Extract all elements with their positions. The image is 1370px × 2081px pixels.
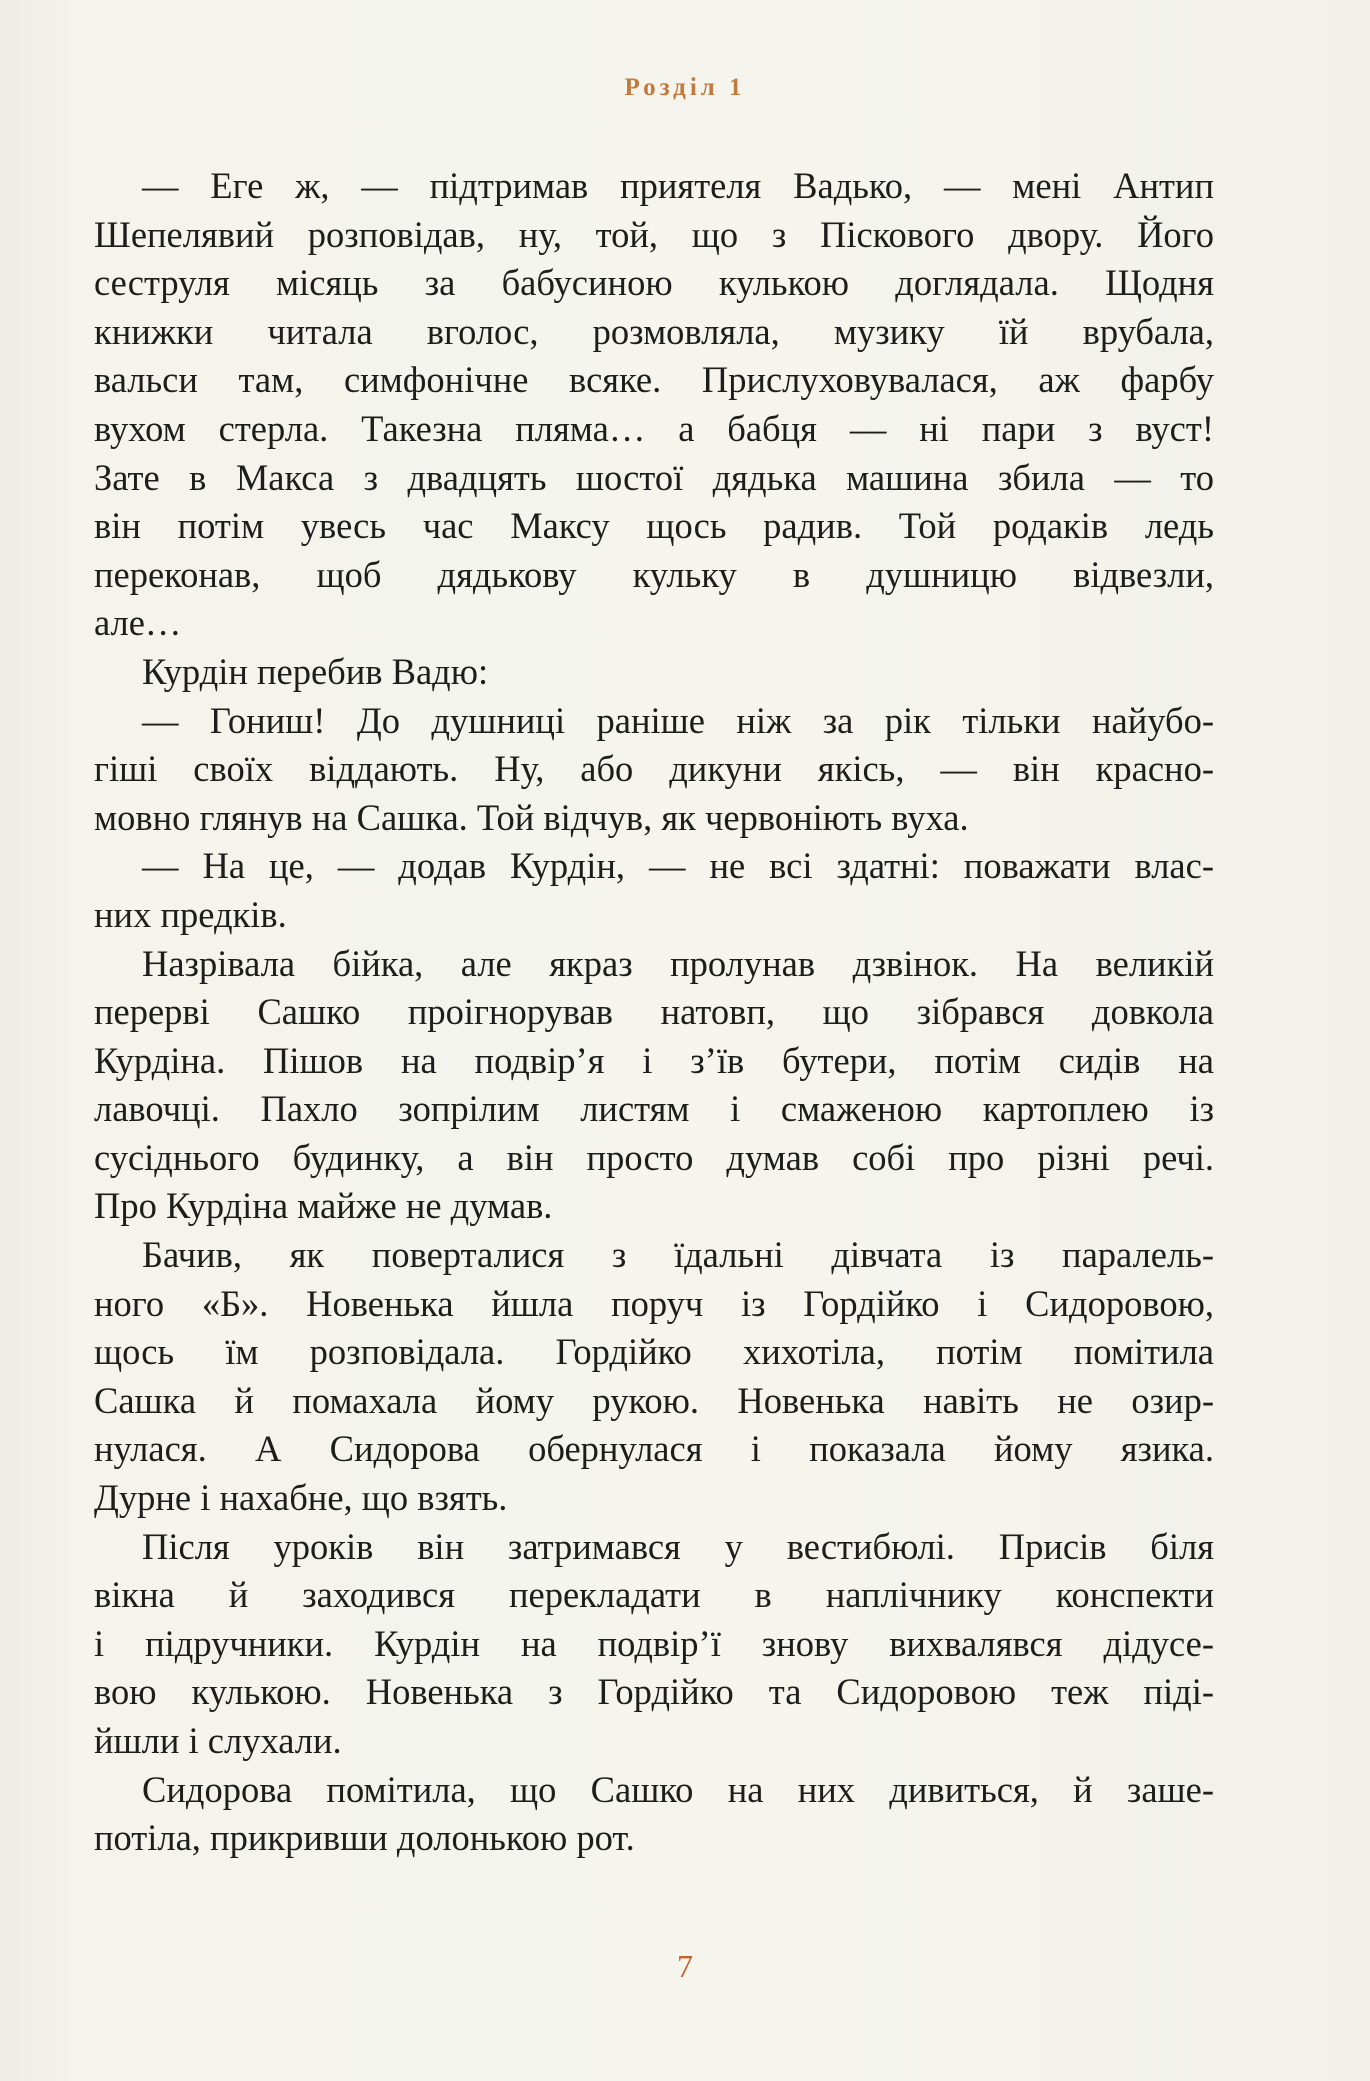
text-line: Курдін перебив Вадю: bbox=[142, 650, 489, 692]
text-line: Сидорова помітила, що Сашко на них дивиться, й заше- bbox=[142, 1768, 1214, 1810]
text-line: нулася. А Сидорова обернулася і показала йому язика. bbox=[94, 1428, 1214, 1470]
paragraph bbox=[94, 648, 1214, 697]
text-line: Дурне і нахабне, що взять. bbox=[94, 1477, 508, 1519]
text-line: Шепелявий розповідав, ну, той, що з Піскового двору. Його bbox=[94, 213, 1214, 255]
text-line: вальси там, симфонічне всяке. Прислуховувалася, аж фарбу bbox=[94, 359, 1214, 401]
text-line: Бачив, як поверталися з їдальні дівчата із паралель- bbox=[142, 1234, 1214, 1276]
text-line: щось їм розповідала. Гордійко хихотіла, потім помітила bbox=[94, 1331, 1214, 1373]
text-line: вою кулькою. Новенька з Гордійко та Сидоровою теж піді- bbox=[94, 1671, 1214, 1713]
text-line: йшли і слухали. bbox=[94, 1720, 342, 1761]
text-line: але… bbox=[94, 602, 182, 644]
text-line: потіла, прикривши долонькою рот. bbox=[94, 1817, 635, 1859]
text-line: Після уроків він затримався у вестибюлі. Присів біля bbox=[142, 1525, 1214, 1567]
text-line: — Гониш! До душниці раніше ніж за рік тільки найубо- bbox=[142, 699, 1214, 741]
text-line: Зате в Макса з двадцять шостої дядька машина збила — то bbox=[94, 456, 1214, 498]
text-line: книжки читала вголос, розмовляла, музику їй врубала, bbox=[94, 310, 1214, 352]
text-line: Сашка й помахала йому рукою. Новенька навіть не озир- bbox=[94, 1379, 1214, 1421]
paragraph bbox=[94, 1766, 1214, 1863]
paragraph bbox=[94, 842, 1214, 939]
page-number: 7 bbox=[677, 1948, 693, 1984]
text-line: вухом стерла. Такезна пляма… а бабця — ні пари з вуст! bbox=[94, 407, 1214, 449]
text-line: — На це, — додав Курдін, — не всі здатні: поважати влас- bbox=[142, 845, 1214, 887]
text-line: переконав, щоб дядькову кульку в душницю відвезли, bbox=[94, 553, 1214, 595]
text-line: Курдіна. Пішов на подвір’я і з’їв бутери, потім сидів на bbox=[94, 1039, 1214, 1081]
text-line: вікна й заходився перекладати в наплічнику конспекти bbox=[94, 1574, 1214, 1616]
paragraph bbox=[94, 162, 1214, 648]
text-line: він потім увесь час Максу щось радив. Той родаків ледь bbox=[94, 505, 1214, 547]
paragraph bbox=[94, 1231, 1214, 1523]
text-line: Про Курдіна майже не думав. bbox=[94, 1185, 553, 1227]
text-line: — Еге ж, — підтримав приятеля Вадько, — мені Антип bbox=[142, 165, 1214, 206]
running-header: Розділ 1 bbox=[624, 74, 746, 101]
text-line: ного «Б». Новенька йшла поруч із Гордійко і Сидоровою, bbox=[94, 1282, 1214, 1324]
text-line: них предків. bbox=[94, 893, 287, 935]
text-line: лавочці. Пахло зопрілим листям і смаженою картоплею із bbox=[94, 1088, 1214, 1130]
paragraph bbox=[94, 697, 1214, 843]
text-line: сеструля місяць за бабусиною кулькою доглядала. Щодня bbox=[94, 262, 1214, 304]
text-line: перерві Сашко проігнорував натовп, що зібрався довкола bbox=[94, 991, 1214, 1033]
text-line: і підручники. Курдін на подвір’ї знову вихвалявся дідусе- bbox=[94, 1622, 1214, 1664]
paragraph bbox=[94, 1523, 1214, 1766]
text-line: гіші своїх віддають. Ну, або дикуни якісь, — він красно- bbox=[94, 748, 1214, 790]
body-text bbox=[94, 162, 1214, 1863]
paragraph bbox=[94, 940, 1214, 1232]
text-line: Назрівала бійка, але якраз пролунав дзвінок. На великій bbox=[142, 942, 1214, 984]
text-line: сусіднього будинку, а він просто думав собі про різні речі. bbox=[94, 1136, 1214, 1178]
text-line: мовно глянув на Сашка. Той відчув, як червоніють вуха. bbox=[94, 796, 969, 838]
